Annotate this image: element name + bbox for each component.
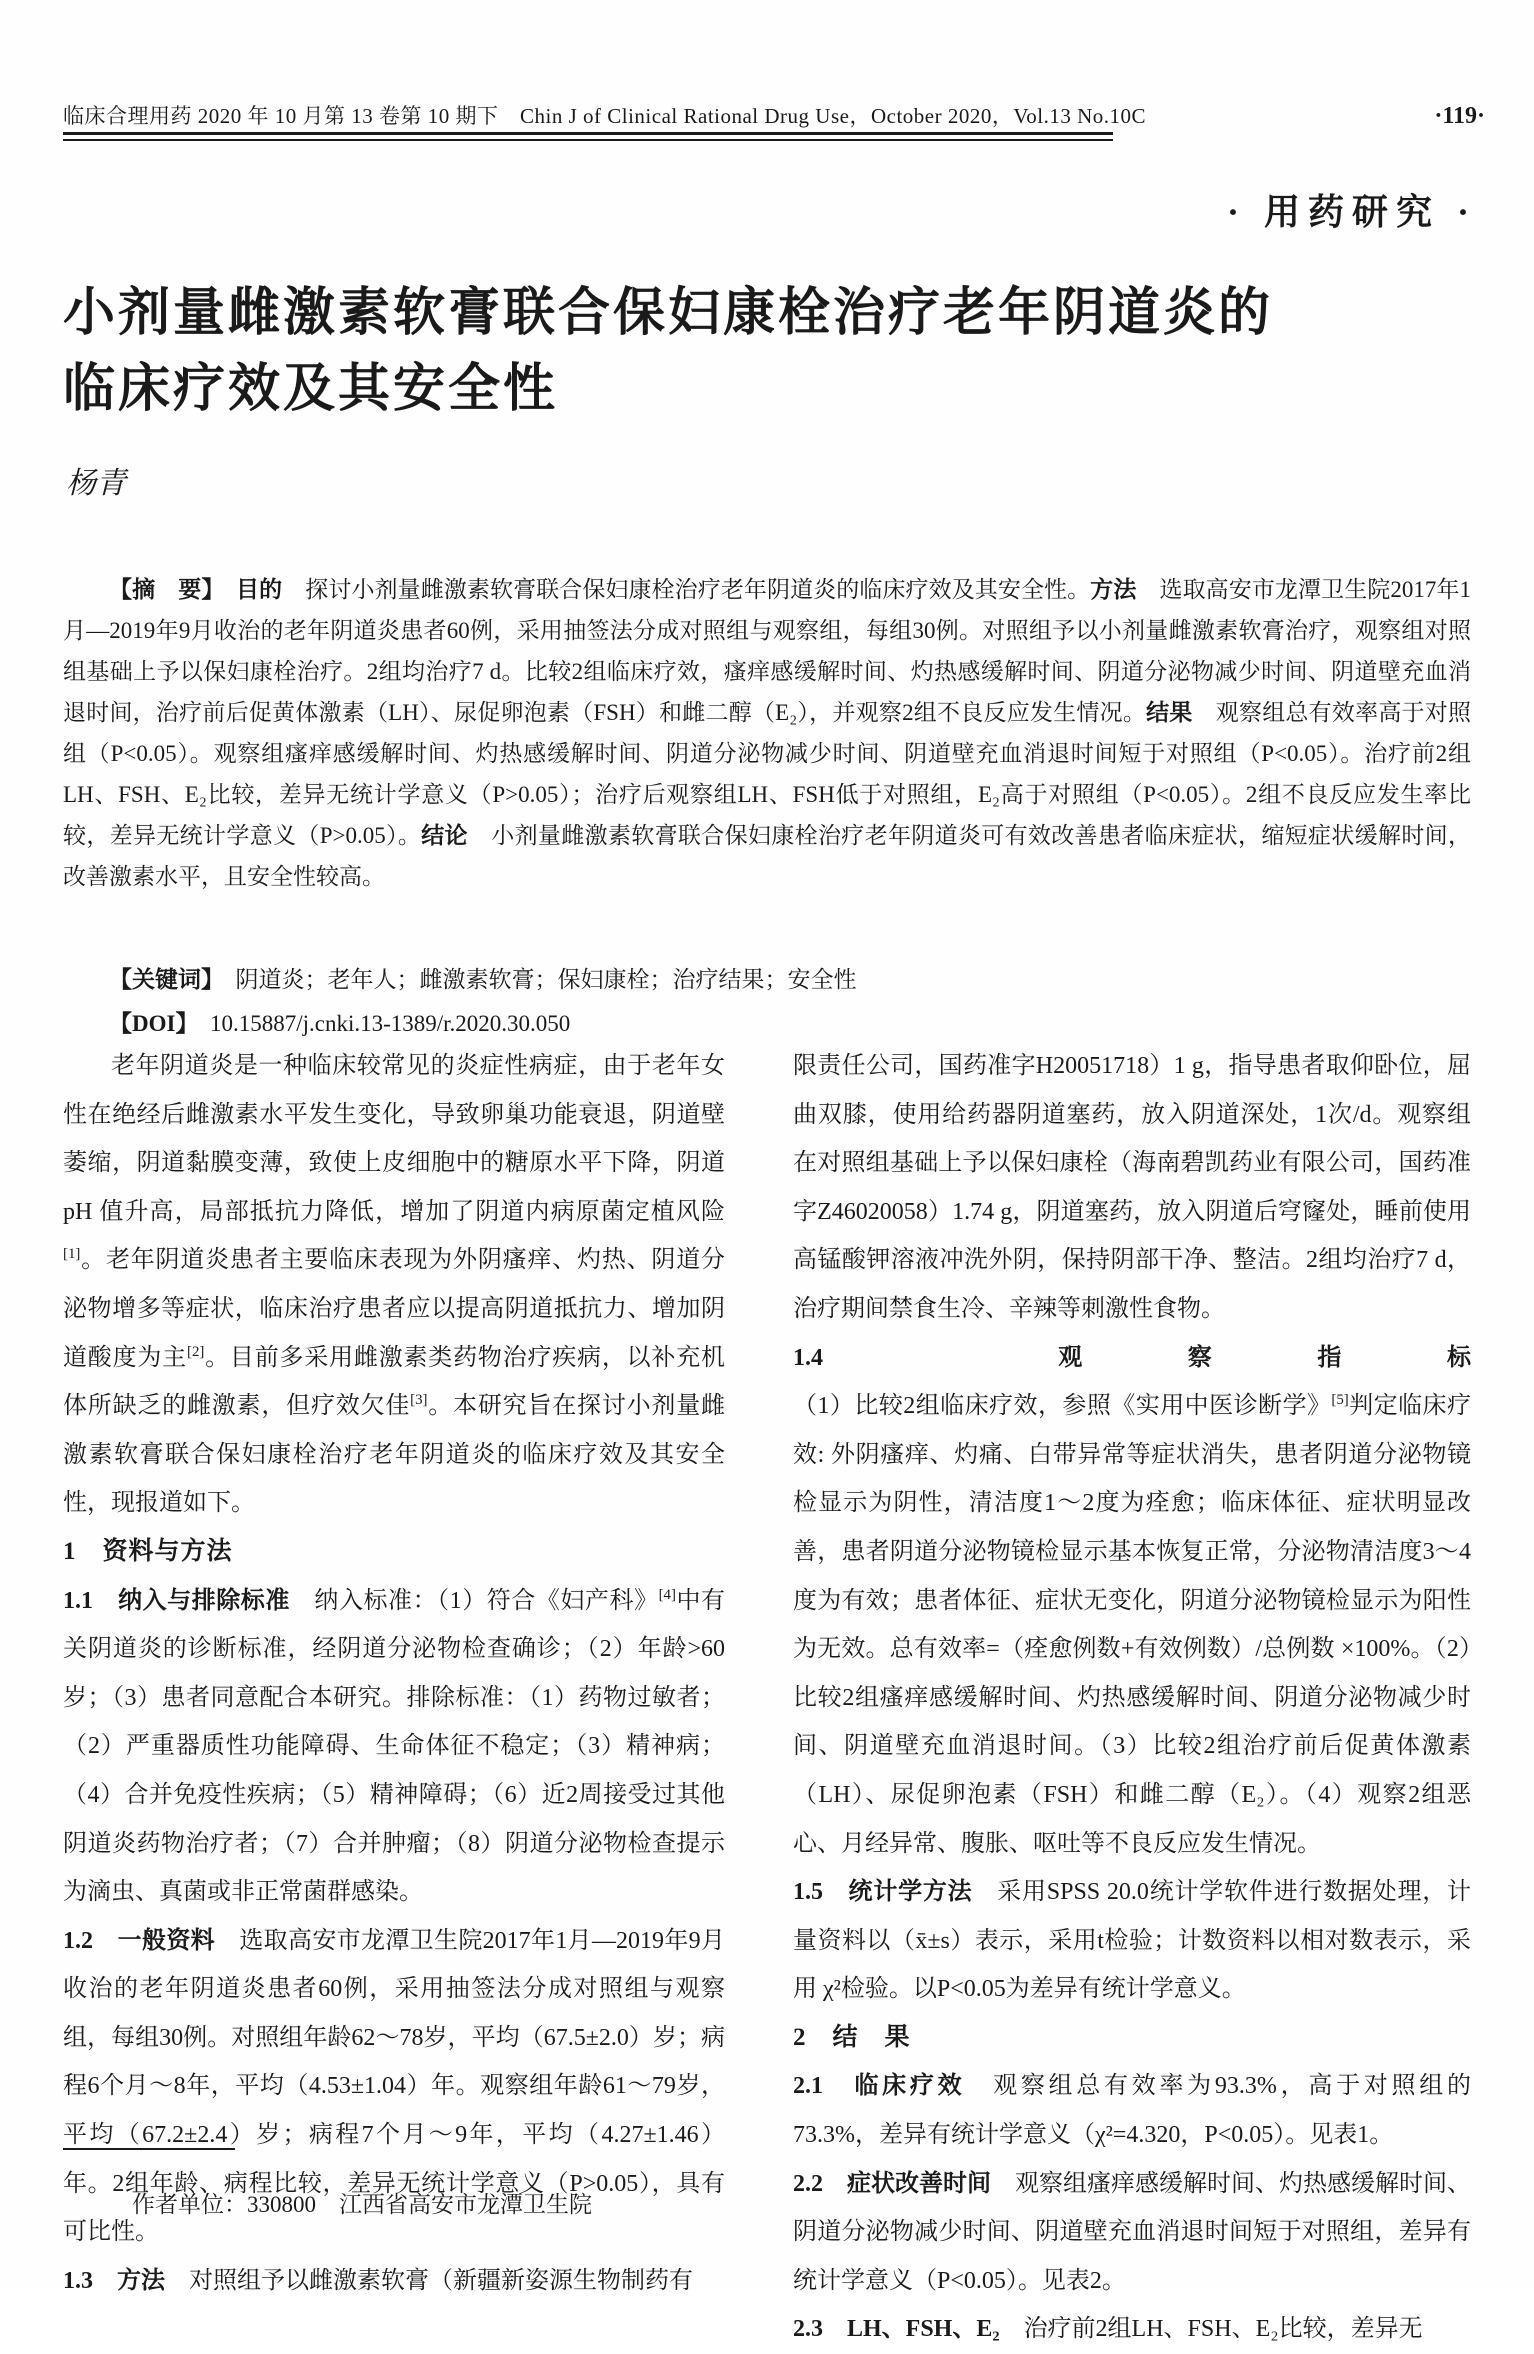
section-heading-2: 2 结 果 (793, 2023, 911, 2051)
right-column (793, 1042, 1495, 2354)
paragraph-1-3: 1.3 方法 对照组予以雌激素软膏（新疆新姿源生物制药有 (63, 2267, 693, 2294)
paragraph-1-3-continued: 限责任公司，国药准字H20051718）1 g，指导患者取仰卧位，屈曲双膝，使用给药器阴道塞药，放入阴道深处，1次/d。观察组在对照组基础上予以保妇康栓（海南碧凯药业有限公司，国药准字Z46020058）1.74 g，阴道塞药，放入阴道后穹窿处，睡前使用高锰酸钾溶液冲洗外阴，保持阴部干净、整洁。2组均治疗7 d，治疗期间禁食生冷、辛辣等刺激性食物。 (793, 1053, 1471, 1322)
section-heading-1: 1 资料与方法 (63, 1537, 233, 1565)
author-affiliation: 作者单位：330800 江西省高安市龙潭卫生院 (132, 2192, 592, 2217)
left-column (63, 1042, 725, 2354)
section-label: · 用药研究 · (1226, 192, 1477, 232)
title-line-2: 临床疗效及其安全性 (63, 361, 559, 418)
article-title (63, 276, 1471, 428)
journal-info: 临床合理用药 2020 年 10 月第 13 卷第 10 期下 Chin J of Clinical Rational Drug Use，October 2020，Vol.13 No.10C (63, 104, 1147, 128)
paragraph-1-2: 1.2 一般资料 选取高安市龙潭卫生院2017年1月—2019年9月收治的老年阴道炎患者60例，采用抽签法分成对照组与观察组，每组30例。对照组年龄62～78岁，平均（67.5±2.0）岁；病程6个月～8年，平均（4.53±1.04）年。观察组年龄61～79岁，平均（67.2±2.4）岁；病程7个月～9年，平均（4.27±1.46）年。2组年龄、病程比较，差异无统计学意义（P>0.05），具有可比性。 (63, 1927, 726, 2246)
doi-line: 【DOI】 10.15887/j.cnki.13-1389/r.2020.30.050 (109, 1011, 571, 1036)
page-number: ·119· (1434, 103, 1485, 129)
intro-paragraph: 老年阴道炎是一种临床较常见的炎症性病症，由于老年女性在绝经后雌激素水平发生变化，导致卵巢功能衰退，阴道壁萎缩，阴道黏膜变薄，致使上皮细胞中的糖原水平下降，阴道 pH 值升高，局部抵抗力降低，增加了阴道内病原菌定植风险[1]。老年阴道炎患者主要临床表现为外阴瘙痒、灼热、阴道分泌物增多等症状，临床治疗患者应以提高阴道抵抗力、增加阴道酸度为主[2]。目前多采用雌激素类药物治疗疾病，以补充机体所缺乏的雌激素，但疗效欠佳[3]。本研究旨在探讨小剂量雌激素软膏联合保妇康栓治疗老年阴道炎的临床疗效及其安全性，现报道如下。 (63, 1053, 726, 1517)
paragraph-1-1: 1.1 纳入与排除标准 纳入标准：（1）符合《妇产科》[4]中有关阴道炎的诊断标准，经阴道分泌物检查确诊；（2）年龄>60岁；（3）患者同意配合本研究。排除标准：（1）药物过敏者；（2）严重器质性功能障碍、生命体征不稳定；（3）精神病；（4）合并免疫性疾病；（5）精神障碍；（6）近2周接受过其他阴道炎药物治疗者；（7）合并肿瘤；（8）阴道分泌物检查提示为滴虫、真菌或非正常菌群感染。 (63, 1586, 726, 1906)
paragraph-2-1: 2.1 临床疗效 观察组总有效率为93.3%，高于对照组的73.3%，差异有统计学意义（χ²=4.320，P<0.05）。见表1。 (793, 2073, 1471, 2149)
title-line-1: 小剂量雌激素软膏联合保妇康栓治疗老年阴道炎的 (63, 285, 1274, 342)
footnote-divider (63, 2148, 235, 2150)
keywords-line: 【关键词】 阴道炎；老年人；雌激素软膏；保妇康栓；治疗结果；安全性 (109, 967, 857, 992)
header-rule (63, 132, 1113, 141)
body-columns (63, 1042, 1495, 2354)
abstract-paragraph: 【摘 要】 目的 探讨小剂量雌激素软膏联合保妇康栓治疗老年阴道炎的临床疗效及其安全性。方法 选取高安市龙潭卫生院2017年1月—2019年9月收治的老年阴道炎患者60例，采用抽签法分成对照组与观察组，每组30例。对照组予以小剂量雌激素软膏治疗，观察组对照组基础上予以保妇康栓治疗。2组均治疗7 d。比较2组临床疗效，瘙痒感缓解时间、灼热感缓解时间、阴道分泌物减少时间、阴道壁充血消退时间，治疗前后促黄体激素（LH）、尿促卵泡素（FSH）和雌二醇（E₂），并观察2组不良反应发生情况。结果 观察组总有效率高于对照组（P<0.05）。观察组瘙痒感缓解时间、灼热感缓解时间、阴道分泌物减少时间、阴道壁充血消退时间短于对照组（P<0.05）。治疗前2组LH、FSH、E₂比较，差异无统计学意义（P>0.05）；治疗后观察组LH、FSH低于对照组，E₂高于对照组（P<0.05）。2组不良反应发生率比较，差异无统计学意义（P>0.05）。结论 小剂量雌激素软膏联合保妇康栓治疗老年阴道炎可有效改善患者临床症状，缩短症状缓解时间，改善激素水平，且安全性较高。 (63, 577, 1472, 889)
author-name: 杨青 (66, 467, 126, 500)
paragraph-1-5: 1.5 统计学方法 采用SPSS 20.0统计学软件进行数据处理，计量资料以（x̄±s）表示，采用t检验；计数资料以相对数表示，采用 χ²检验。以P<0.05为差异有统计学意义。 (793, 1879, 1471, 2003)
paragraph-2-3: 2.3 LH、FSH、E₂ 治疗前2组LH、FSH、E₂比较，差异无 (793, 2316, 1423, 2343)
page-header (63, 100, 1485, 130)
paragraph-2-2: 2.2 症状改善时间 观察组瘙痒感缓解时间、灼热感缓解时间、阴道分泌物减少时间、阴道壁充血消退时间短于对照组，差异有统计学意义（P<0.05）。见表2。 (793, 2170, 1471, 2294)
paragraph-1-4: 1.4 观察指标 （1）比较2组临床疗效，参照《实用中医诊断学》[5]判定临床疗效: 外阴瘙痒、灼痛、白带异常等症状消失，患者阴道分泌物镜检显示为阴性，清洁度1～2度为痊愈；临床体征、症状明显改善，患者阴道分泌物镜检显示基本恢复正常，分泌物清洁度3～4度为有效；患者体征、症状无变化，阴道分泌物镜检显示为阳性为无效。总有效率=（痊愈例数+有效例数）/总例数 ×100%。（2）比较2组瘙痒感缓解时间、灼热感缓解时间、阴道分泌物减少时间、阴道壁充血消退时间。（3）比较2组治疗前后促黄体激素（LH）、尿促卵泡素（FSH）和雌二醇（E₂）。（4）观察2组恶心、月经异常、腹胀、呕吐等不良反应发生情况。 (793, 1344, 1495, 1857)
